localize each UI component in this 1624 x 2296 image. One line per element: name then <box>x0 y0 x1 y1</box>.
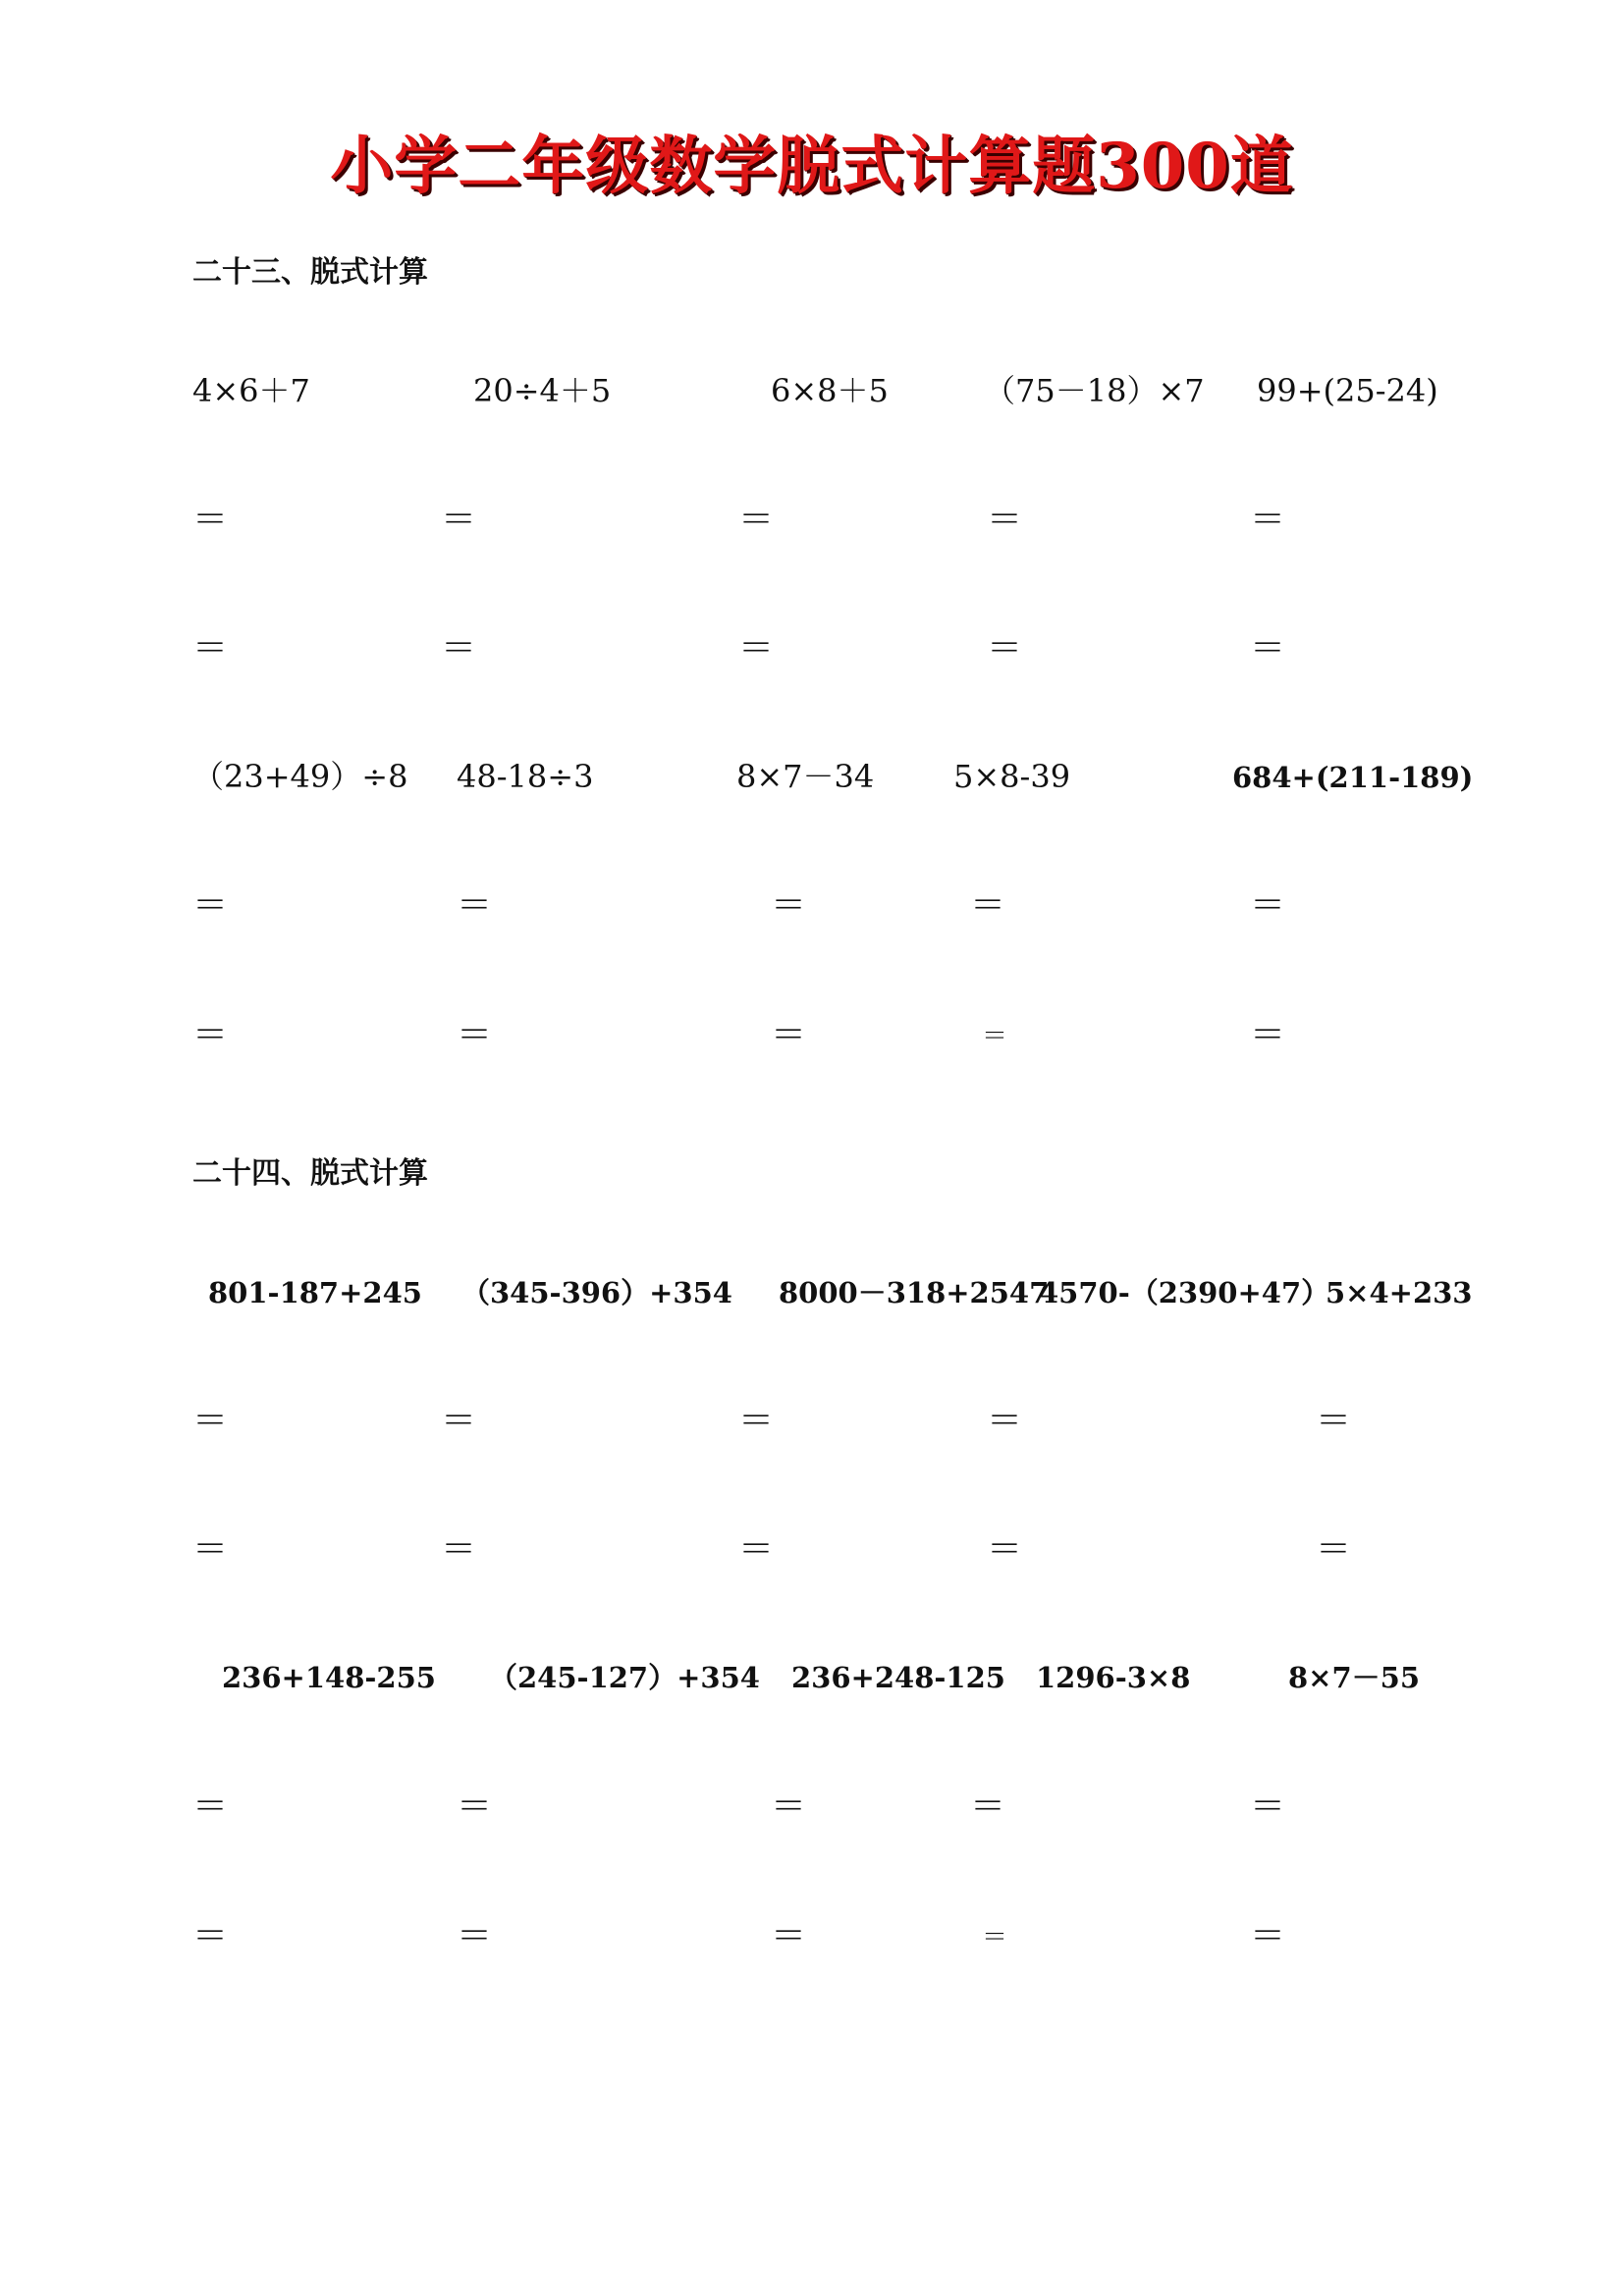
equals-sign: ＝ <box>970 1787 1006 1827</box>
equals-sign: ＝ <box>1250 1015 1286 1055</box>
problem: 8000－318+2547 <box>779 1276 1050 1309</box>
equals-sign: ＝ <box>192 1529 229 1570</box>
problem: 48-18÷3 <box>457 758 594 795</box>
problem: （345-396）+354 <box>461 1276 732 1309</box>
problem: 4570-（2390+47） <box>1039 1276 1330 1309</box>
equals-sign: ＝ <box>441 1401 477 1441</box>
equals-sign: ＝ <box>738 1401 775 1441</box>
equals-sign: ＝ <box>457 1787 493 1827</box>
equals-sign: ＝ <box>1316 1401 1352 1441</box>
equals-sign: ＝ <box>970 885 1006 926</box>
equals-sign: ＝ <box>441 628 477 668</box>
equals-sign: ＝ <box>771 1015 807 1055</box>
equals-sign: ＝ <box>192 1916 229 1956</box>
equals-sign: ＝ <box>982 1923 1008 1952</box>
problem: 684+(211-189) <box>1232 761 1474 794</box>
equals-sign: ＝ <box>738 628 775 668</box>
equals-sign: ＝ <box>1250 885 1286 926</box>
problem: 6×8＋5 <box>771 372 889 409</box>
problem: 1296-3×8 <box>1036 1661 1191 1694</box>
equals-sign: ＝ <box>441 1529 477 1570</box>
equals-sign: ＝ <box>457 1015 493 1055</box>
problem: 5×8-39 <box>953 758 1071 795</box>
equals-sign: ＝ <box>192 500 229 540</box>
equals-sign: ＝ <box>771 1787 807 1827</box>
problem: 236+148-255 <box>222 1661 436 1694</box>
problem: 20÷4＋5 <box>473 372 612 409</box>
problem: （245-127）+354 <box>489 1661 760 1694</box>
equals-sign: ＝ <box>987 1529 1023 1570</box>
equals-sign: ＝ <box>1250 628 1286 668</box>
problem: 4×6＋7 <box>192 372 310 409</box>
section-heading-24: 二十四、脱式计算 <box>192 1156 428 1191</box>
equals-sign: ＝ <box>987 628 1023 668</box>
equals-sign: ＝ <box>457 1916 493 1956</box>
page-title: 小学二年级数学脱式计算题300道 <box>330 130 1294 203</box>
equals-sign: ＝ <box>738 1529 775 1570</box>
equals-sign: ＝ <box>1250 1787 1286 1827</box>
section-heading-23: 二十三、脱式计算 <box>192 255 428 290</box>
problem: 236+248-125 <box>791 1661 1005 1694</box>
equals-sign: ＝ <box>192 885 229 926</box>
equals-sign: ＝ <box>771 1916 807 1956</box>
problem: 801-187+245 <box>208 1276 422 1309</box>
equals-sign: ＝ <box>987 1401 1023 1441</box>
equals-sign: ＝ <box>457 885 493 926</box>
problem: 99+(25-24) <box>1257 372 1438 409</box>
equals-sign: ＝ <box>441 500 477 540</box>
problem: 8×7－34 <box>736 758 875 795</box>
equals-sign: ＝ <box>771 885 807 926</box>
equals-sign: ＝ <box>738 500 775 540</box>
problem: （23+49）÷8 <box>192 758 408 795</box>
equals-sign: ＝ <box>1316 1529 1352 1570</box>
equals-sign: ＝ <box>1250 500 1286 540</box>
equals-sign: ＝ <box>982 1022 1008 1051</box>
problem: 5×4+233 <box>1326 1276 1473 1309</box>
equals-sign: ＝ <box>192 628 229 668</box>
problem: （75－18）×7 <box>984 372 1205 409</box>
equals-sign: ＝ <box>987 500 1023 540</box>
problem: 8×7－55 <box>1288 1661 1421 1694</box>
equals-sign: ＝ <box>192 1401 229 1441</box>
equals-sign: ＝ <box>192 1787 229 1827</box>
equals-sign: ＝ <box>192 1015 229 1055</box>
equals-sign: ＝ <box>1250 1916 1286 1956</box>
